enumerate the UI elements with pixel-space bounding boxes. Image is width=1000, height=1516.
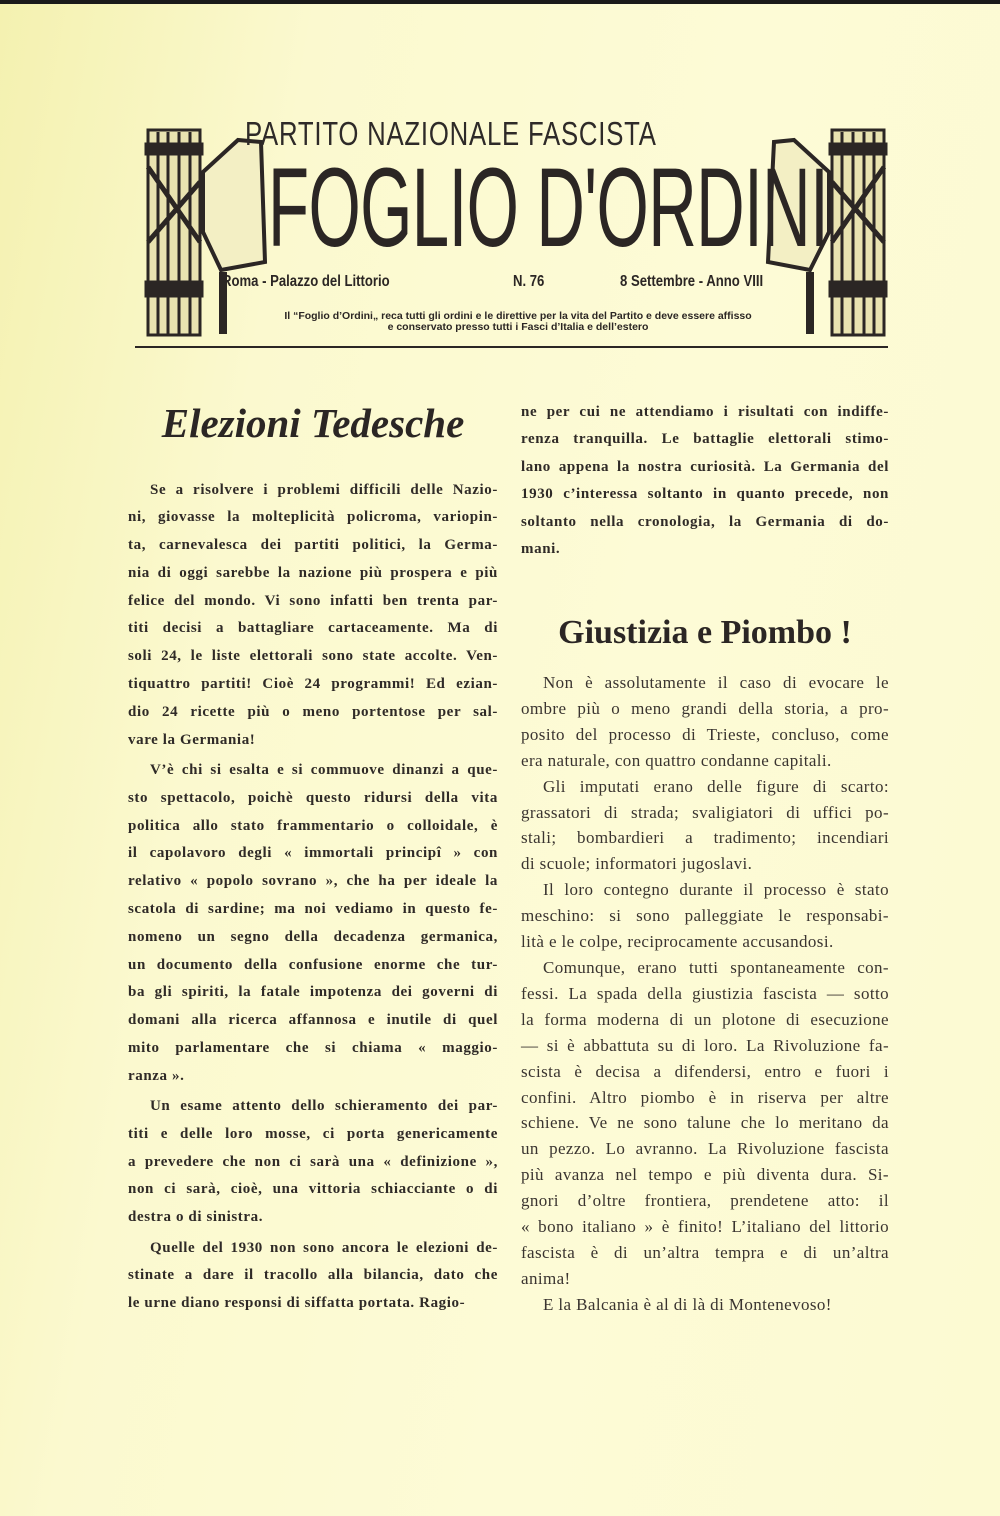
paragraph xyxy=(521,399,889,563)
text-line: ba gli spiriti, la fatale impotenza dei governi di xyxy=(128,984,498,1001)
text-line: anima! xyxy=(521,1268,571,1288)
text-line: ta, carnevalesca dei partiti politici, la Germa- xyxy=(128,537,498,554)
text-line: 1930 c’interessa soltanto in quanto precede, non xyxy=(521,486,889,503)
text-line: era naturale, con quattro condanne capitali. xyxy=(521,750,832,770)
text-line: confini. Altro piombo è in riserva per altre xyxy=(521,1087,889,1107)
text-line: a prevedere che non ci sarà una « definizione », xyxy=(128,1153,498,1170)
text-line: Comunque, erano tutti spontaneamente con- xyxy=(543,957,889,977)
paragraph xyxy=(521,877,889,955)
text-line: le urne diano responsi di siffatta portata. Ragio- xyxy=(128,1295,466,1312)
text-line: dio 24 ricette più o meno portentose per sal- xyxy=(128,703,498,720)
text-line: Un esame attento dello schieramento dei par- xyxy=(150,1098,498,1115)
text-line: più avanza nel tempo e più diventa dura. Si- xyxy=(521,1165,889,1185)
text-line: renza tranquilla. Le battaglie elettorali stimo- xyxy=(521,431,889,448)
text-line: V’è chi si esalta e si commuove dinanzi a que- xyxy=(150,761,498,778)
article-title-elezioni: Elezioni Tedesche xyxy=(161,400,465,446)
text-line: nia di oggi sarebbe la nazione più prospera e più xyxy=(128,564,498,581)
text-line: stali; bombardieri a tradimento; incendiari xyxy=(521,828,889,848)
text-line: E la Balcania è al di là di Montenevoso! xyxy=(543,1294,832,1314)
text-line: un documento della confusione enorme che tur- xyxy=(128,956,498,973)
text-line: non ci sarà, cioè, una vittoria schiacciante o di xyxy=(128,1181,498,1198)
text-line: grassatori di strada; svaligiatori di uffici po- xyxy=(521,802,889,822)
text-line: titi decisi a battagliare cartaceamente. Ma di xyxy=(128,620,498,637)
scan-edge xyxy=(0,0,1000,4)
text-line: di scuole; informatori jugoslavi. xyxy=(521,854,753,874)
issue-number: N. 76 xyxy=(513,273,545,290)
party-name: PARTITO NAZIONALE FASCISTA xyxy=(245,115,657,152)
publication-place: Roma - Palazzo del Littorio xyxy=(222,273,390,290)
text-line: schiene. Ve ne sono talune che lo meritano da xyxy=(521,1113,889,1133)
paragraph xyxy=(521,955,889,1292)
text-line: domani alla ricerca affannosa e inutile di quel xyxy=(128,1012,498,1029)
text-line: ombre più o meno grandi della storia, a pro- xyxy=(521,698,889,718)
text-line: « bono italiano » è finito! L’italiano del littorio xyxy=(521,1217,889,1237)
text-line: Non è assolutamente il caso di evocare le xyxy=(543,673,889,692)
text-line: titi e delle loro mosse, ci porta genericamente xyxy=(128,1125,498,1142)
newspaper-title: FOGLIO D'ORDINI xyxy=(268,145,829,270)
text-line: politica allo stato frammentario o colloidale, è xyxy=(128,817,498,834)
paragraph xyxy=(128,1093,498,1232)
paragraph xyxy=(128,757,498,1091)
article-title-giustizia: Giustizia e Piombo ! xyxy=(558,614,852,651)
text-line: Quelle del 1930 non sono ancora le elezioni de- xyxy=(150,1239,498,1256)
text-line: nomeno un segno della decadenza germanica, xyxy=(128,928,498,945)
text-line: stinate a dare il tracollo alla bilancia, dato che xyxy=(128,1267,498,1284)
text-line: Gli imputati erano delle figure di scarto: xyxy=(543,776,889,796)
text-line: ne per cui ne attendiamo i risultati con indiffe- xyxy=(521,404,889,420)
text-line: vare la Germania! xyxy=(128,731,256,748)
text-line: meschino: si sono palleggiate le responsabi- xyxy=(521,906,889,926)
text-line: Il loro contegno durante il processo è stato xyxy=(543,880,889,900)
text-line: relativo « popolo sovrano », che ha per ideale la xyxy=(128,873,498,890)
paragraph xyxy=(521,1292,889,1318)
text-line: scatola di sardine; ma noi vediamo in questo fe- xyxy=(128,900,498,917)
text-line: Se a risolvere i problemi difficili delle Nazio- xyxy=(150,481,498,498)
text-line: felice del mondo. Vi sono infatti ben trenta par- xyxy=(128,592,498,609)
text-line: scista è decisa a difendersi, entro e fuori i xyxy=(521,1061,889,1081)
text-line: posito del processo di Trieste, concluso, come xyxy=(521,724,889,744)
notice-line: e conservato presso tutti i Fasci d’Italia e dell’estero xyxy=(387,321,649,333)
masthead-rule xyxy=(135,346,888,348)
issue-date: 8 Settembre - Anno VIII xyxy=(620,273,764,290)
text-line: gnori d’oltre frontiera, prendetene atto: il xyxy=(521,1191,889,1211)
text-line: il capolavoro degli « immortali principî » con xyxy=(128,845,498,862)
text-line: mani. xyxy=(521,541,561,558)
text-line: sto spettacolo, poichè questo ridursi della vita xyxy=(128,789,498,806)
article-body-giustizia xyxy=(521,670,889,1318)
text-line: ranza ». xyxy=(128,1067,185,1084)
article-body-elezioni xyxy=(128,474,498,1318)
paragraph xyxy=(521,774,889,878)
paragraph xyxy=(128,477,498,755)
text-line: ni, giovasse la molteplicità policroma, variopin- xyxy=(128,509,498,526)
text-line: fessi. La spada della giustizia fascista — sotto xyxy=(521,983,889,1003)
text-line: soltanto nella cronologia, la Germania di do- xyxy=(521,513,889,530)
text-line: tiquattro partiti! Cioè 24 programmi! Ed ezian- xyxy=(128,676,498,693)
fasces-left-icon xyxy=(143,122,273,342)
text-line: lità e le colpe, reciprocamente accusandosi. xyxy=(521,932,834,952)
paragraph xyxy=(521,670,889,774)
notice-line: Il “Foglio d’Ordini„ reca tutti gli ordini e le direttive per la vita del Partito e deve essere affisso xyxy=(284,310,752,322)
text-line: la forma moderna di un plotone di esecuzione xyxy=(521,1009,889,1029)
text-line: lano appena la nostra curiosità. La Germania del xyxy=(521,458,889,475)
text-line: — si è abbattuta su di loro. La Rivoluzione fa- xyxy=(521,1035,889,1055)
masthead-notice xyxy=(222,311,814,333)
text-line: soli 24, le liste elettorali sono state accolte. Ven- xyxy=(128,648,498,665)
text-line: mito parlamentare che si chiama « maggio- xyxy=(128,1039,498,1056)
text-line: destra o di sinistra. xyxy=(128,1209,264,1226)
text-line: un pezzo. Lo avranno. La Rivoluzione fascista xyxy=(521,1139,889,1159)
article-continuation-elezioni xyxy=(521,399,889,563)
paragraph xyxy=(128,1235,498,1318)
text-line: fascista è di un’altra tempra e di un’altra xyxy=(521,1242,889,1262)
